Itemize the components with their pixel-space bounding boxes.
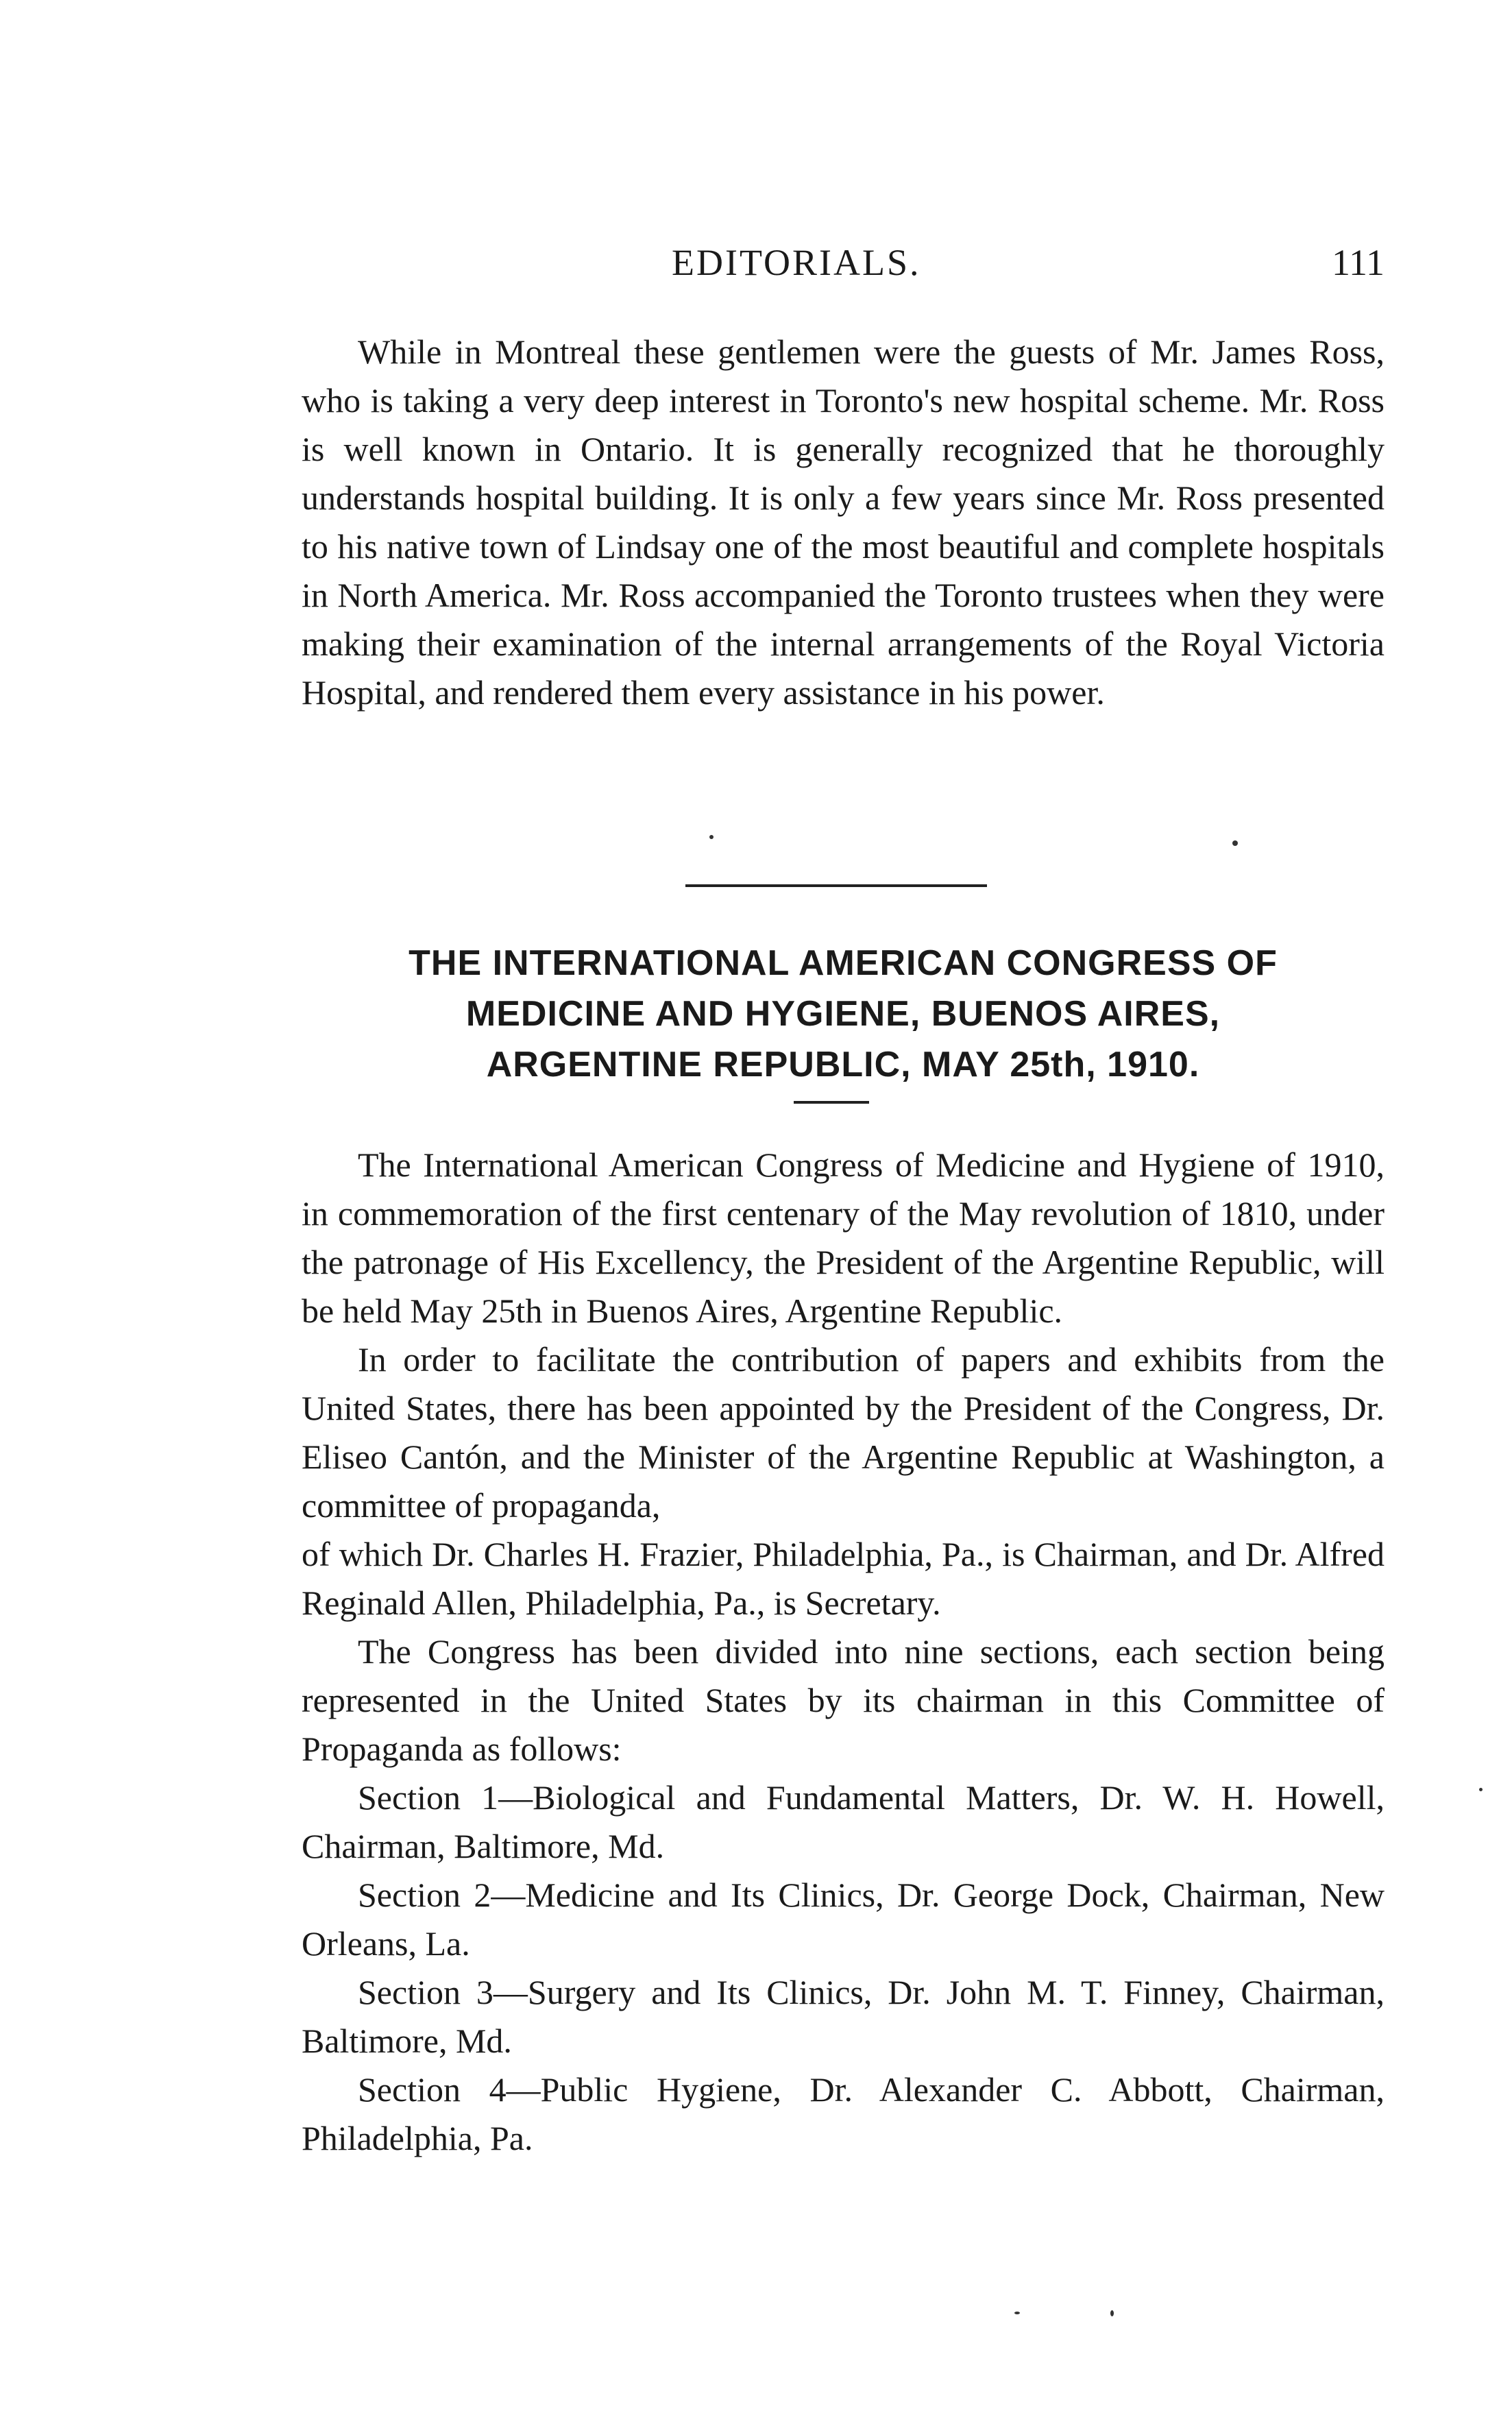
article-title-line-2: MEDICINE AND HYGIENE, BUENOS AIRES, bbox=[465, 994, 1221, 1034]
scan-speck bbox=[1014, 2312, 1020, 2314]
body-paragraph: The Congress has been divided into nine sections, each section being represented in the United States by its chairman in this Committee of Propaganda as follows: bbox=[302, 1632, 1385, 1768]
body-paragraph: The International American Congress of Medicine and Hygiene of 1910, in commemoration of the first centenary of the May revolution of 1810, under the patronage of His Excellency, the President of the Argentine Republic, will be held May 25th in Buenos Aires, Argentine Republic. bbox=[302, 1146, 1385, 1330]
section-entry: Section 4—Public Hygiene, Dr. Alexander C. Abbott, Chairman, Philadelphia, Pa. bbox=[302, 2070, 1385, 2157]
scan-speck bbox=[709, 835, 714, 839]
section-entry: Section 2—Medicine and Its Clinics, Dr. George Dock, Chairman, New Orleans, La. bbox=[302, 1876, 1385, 1963]
section-entry: Section 1—Biological and Fundamental Matters, Dr. W. H. Howell, Chairman, Baltimore, Md. bbox=[302, 1778, 1385, 1865]
article-title-line-1: THE INTERNATIONAL AMERICAN CONGRESS OF bbox=[409, 943, 1278, 983]
scan-speck bbox=[1232, 840, 1238, 846]
running-title: EDITORIALS. bbox=[672, 242, 921, 283]
article-title-line-3: ARGENTINE REPUBLIC, MAY 25th, 1910. bbox=[486, 1045, 1200, 1084]
article-body bbox=[302, 1141, 1385, 2163]
body-paragraph: In order to facilitate the contribution of papers and exhibits from the United States, there has been appointed by the President of the Congress, Dr. Eliseo Cantón, and the Minister of the Argentine Republic at Washington, a committee of propaganda, bbox=[302, 1340, 1385, 1525]
section-divider-rule bbox=[685, 884, 987, 887]
intro-paragraph: While in Montreal these gentlemen were the guests of Mr. James Ross, who is taking a very deep interest in Toronto's new hospital scheme. Mr. Ross is well known in Ontario. It is generally recognized that he thoroughly understands hospital building. It is only a few years since Mr. Ross presented to his native town of Lindsay one of the most beautiful and complete hospitals in North America. Mr. Ross accompanied the Toronto trustees when they were making their examination of the internal arrangements of the Royal Victoria Hospital, and rendered them every assistance in his power. bbox=[302, 332, 1385, 712]
intro-section bbox=[302, 328, 1385, 717]
scan-speck bbox=[1479, 1788, 1483, 1791]
section-entry: Section 3—Surgery and Its Clinics, Dr. John M. T. Finney, Chairman, Baltimore, Md. bbox=[302, 1973, 1385, 2060]
running-head bbox=[302, 241, 1385, 289]
scan-speck bbox=[1110, 2310, 1114, 2316]
article-title bbox=[302, 938, 1385, 1090]
title-underline-rule bbox=[794, 1101, 869, 1104]
page-number: 111 bbox=[1332, 242, 1385, 283]
body-paragraph-continued: of which Dr. Charles H. Frazier, Philadelphia, Pa., is Chairman, and Dr. Alfred Reginald Allen, Philadelphia, Pa., is Secretary. bbox=[302, 1535, 1385, 1622]
